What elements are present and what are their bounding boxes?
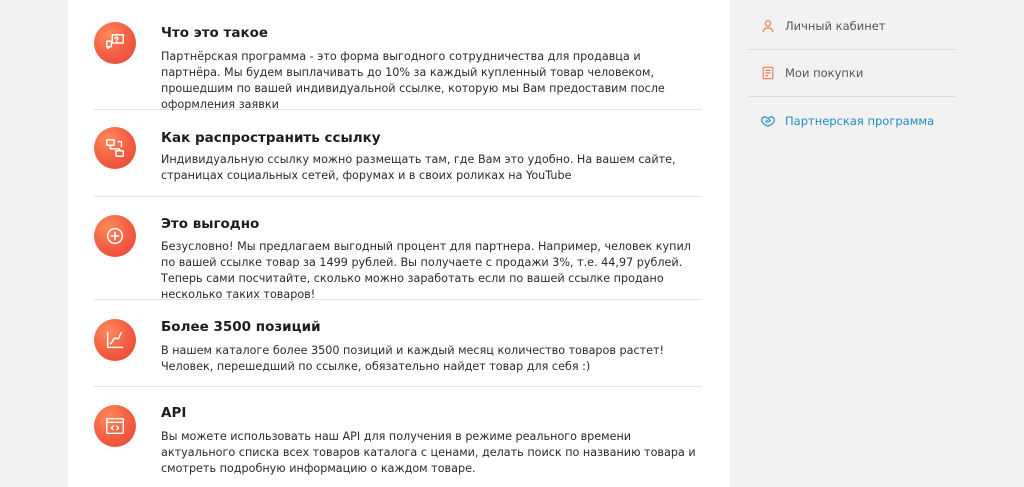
- feature-3500-items: [94, 318, 702, 387]
- sidebar-item-partner-program[interactable]: [748, 97, 956, 145]
- feature-title: Это выгодно: [161, 216, 260, 232]
- code-window-icon: [94, 405, 136, 447]
- receipt-icon: [761, 66, 775, 80]
- user-icon: [761, 19, 775, 33]
- feature-api: [94, 404, 702, 487]
- feature-how-to-share: [94, 126, 702, 197]
- feature-text: Индивидуальную ссылку можно размещать там, где Вам это удобно. На вашем сайте, страницах социальных сетей, форумах и в своих роликах на YouTube: [161, 153, 676, 182]
- network-share-icon: [94, 127, 136, 169]
- feature-title: Как распространить ссылку: [161, 130, 381, 146]
- growth-chart-icon: [94, 319, 136, 361]
- feature-title: API: [161, 405, 187, 421]
- feature-text: Партнёрская программа - это форма выгодного сотрудничества для продавца и партнёра. Мы будем выплачивать до 10% за каждый купленный товар человеком, прошедшим по вашей индивидуальной ссылке, которую мы Вам предоставим после оформления заявки: [161, 50, 665, 111]
- feature-what-is-it: [94, 22, 702, 110]
- feature-text: Вы можете использовать наш API для получения в режиме реального времени актуального списка всех товаров каталога с ценами, делать поиск по названию товара и смотреть подробную информацию о каждом товаре.: [161, 430, 696, 475]
- feature-profitable: [94, 214, 702, 300]
- sidebar-item-label: Личный кабинет: [785, 19, 886, 33]
- sidebar-item-label: Мои покупки: [785, 66, 864, 80]
- sidebar-item-my-purchases[interactable]: [748, 49, 956, 97]
- sidebar-item-label: Партнерская программа: [785, 114, 935, 128]
- account-sidebar: [748, 0, 956, 487]
- feature-title: Более 3500 позиций: [161, 319, 321, 335]
- plus-circle-icon: [94, 215, 136, 257]
- handshake-icon: [761, 114, 775, 128]
- partner-program-card: [68, 0, 730, 487]
- sidebar-item-personal-account[interactable]: [748, 2, 956, 50]
- feature-text: В нашем каталоге более 3500 позиций и каждый месяц количество товаров растет! Человек, перешедший по ссылке, обязательно найдет товар для себя :): [161, 344, 665, 373]
- feature-text: Безусловно! Мы предлагаем выгодный процент для партнера. Например, человек купил по вашей ссылке товар за 1499 рублей. Вы получаете с продажи 3%, т.е. 44,97 рублей. Теперь сами посчитайте, сколько можно заработать если по вашей ссылке продано несколько таких товаров!: [161, 240, 691, 301]
- feature-title: Что это такое: [161, 25, 269, 41]
- chat-question-icon: [94, 22, 136, 64]
